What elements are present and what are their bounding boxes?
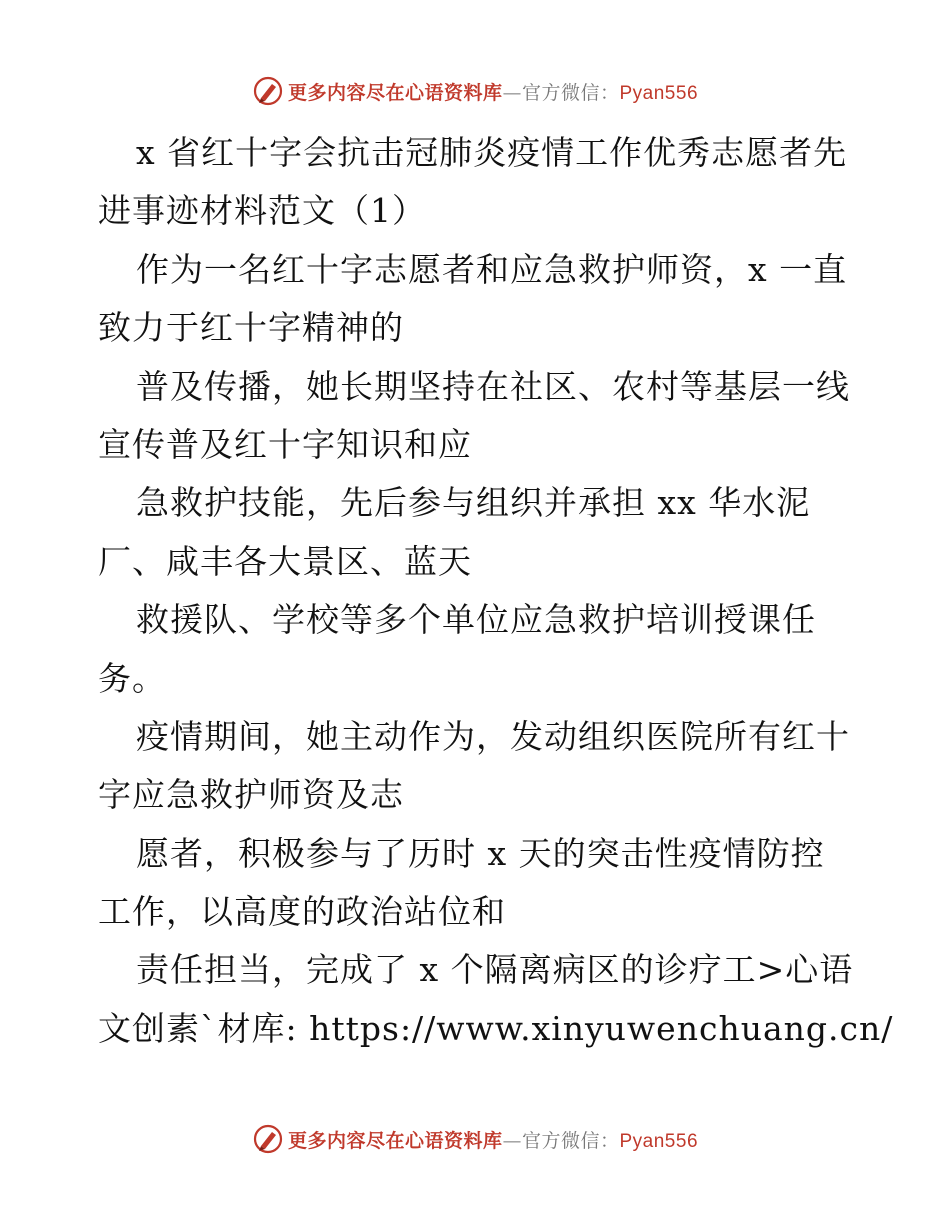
doc-line: 务。 [98, 658, 166, 698]
doc-line: 宣传普及红十字知识和应 [98, 424, 472, 464]
doc-line: 工作，以高度的政治站位和 [98, 892, 506, 932]
footer-banner-text [288, 1126, 698, 1153]
doc-line: 责任担当，完成了 x 个隔离病区的诊疗工>心语 [136, 950, 854, 990]
banner-dash: — [502, 81, 522, 104]
document-body [98, 124, 894, 1058]
banner-wechat-id: Pyan556 [619, 82, 699, 104]
banner-wechat-id: Pyan556 [619, 1130, 699, 1152]
doc-line: 普及传播，她长期坚持在社区、农村等基层一线 [136, 366, 850, 406]
doc-line: 救援队、学校等多个单位应急救护培训授课任 [136, 600, 816, 640]
doc-line: 愿者，积极参与了历时 x 天的突击性疫情防控 [136, 833, 825, 873]
banner-tail: 官方微信： [521, 1129, 620, 1152]
banner-dash: — [502, 1129, 522, 1152]
banner-tail: 官方微信： [521, 81, 620, 104]
doc-line: 进事迹材料范文（1） [98, 191, 426, 231]
header-banner [0, 71, 950, 111]
banner-lead: 更多内容尽在心语资料库 [287, 1129, 503, 1152]
doc-line: 文创素`材库: https://www.xinyuwenchuang.cn/ [98, 1008, 894, 1048]
doc-line: 致力于红十字精神的 [98, 308, 404, 348]
doc-line: 厂、咸丰各大景区、蓝天 [98, 541, 472, 581]
doc-line: x 省红十字会抗击冠肺炎疫情工作优秀志愿者先 [136, 133, 848, 172]
footer-banner [0, 1119, 950, 1159]
doc-line: 急救护技能，先后参与组织并承担 xx 华水泥 [136, 483, 811, 523]
header-banner-text [288, 78, 698, 105]
doc-line: 字应急救护师资及志 [98, 775, 404, 815]
doc-line: 疫情期间，她主动作为，发动组织医院所有红十 [136, 716, 850, 756]
pen-logo-icon [252, 75, 284, 107]
doc-line: 作为一名红十字志愿者和应急救护师资，x 一直 [136, 249, 848, 289]
pen-logo-icon [252, 1123, 284, 1155]
banner-lead: 更多内容尽在心语资料库 [287, 81, 503, 104]
